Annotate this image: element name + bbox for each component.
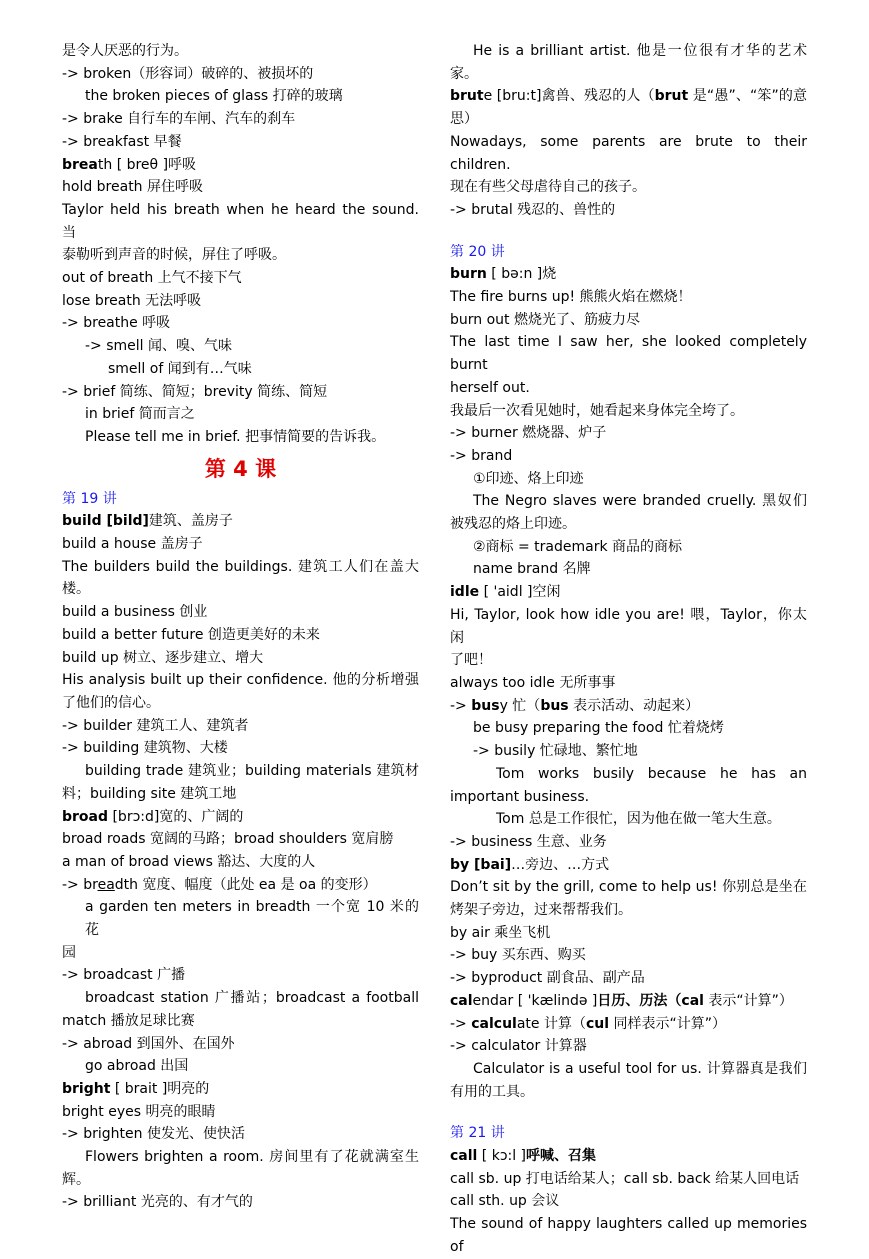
text-line [450, 63, 807, 86]
text-line [62, 290, 419, 313]
text-line [62, 828, 419, 851]
text-line [450, 558, 807, 581]
headword: brut [450, 88, 484, 105]
text-line [450, 1081, 807, 1104]
text-line [450, 536, 807, 559]
text-line [62, 1191, 419, 1214]
text-line [450, 1145, 807, 1168]
line-text: y 忙（ [499, 697, 541, 714]
headword: call [450, 1148, 478, 1165]
line-text: ①印迹、烙上印迹 [473, 470, 584, 487]
text-line [62, 556, 419, 579]
text-line [450, 309, 807, 332]
line-text: build up 树立、逐步建立、增大 [62, 649, 264, 666]
text-line [450, 990, 807, 1013]
right-column [450, 40, 807, 1259]
line-text: ate 计算（ [516, 1015, 586, 1032]
line-text: 第 21 讲 [450, 1125, 505, 1142]
line-text: Tom 总是工作很忙，因为他在做一笔大生意。 [496, 811, 781, 828]
text-line [62, 1010, 419, 1033]
text-line [450, 1058, 807, 1081]
line-text: -> smell 闻、嗅、气味 [85, 338, 233, 355]
text-line [62, 358, 419, 381]
text-line [450, 131, 807, 176]
text-line [62, 647, 419, 670]
line-text: -> brighten 使发光、使快活 [62, 1126, 245, 1143]
text-line [62, 578, 419, 601]
text-line [450, 263, 807, 286]
text-line [62, 108, 419, 131]
line-text: [ kɔ:l ] [477, 1148, 527, 1165]
text-line [62, 1078, 419, 1101]
chapter-title [62, 450, 419, 488]
text-line [450, 445, 807, 468]
text-line [450, 1013, 807, 1036]
text-line [450, 854, 807, 877]
lesson-heading [450, 241, 807, 264]
line-text: name brand 名牌 [473, 561, 591, 578]
line-text: Calculator is a useful tool for us. 计算器真是我们 [473, 1060, 807, 1077]
text-line [450, 922, 807, 945]
line-text: out of breath 上气不接下气 [62, 270, 242, 287]
line-text: [ 'aidl ]空闲 [479, 584, 561, 601]
line-text: 建筑、盖房子 [148, 513, 233, 530]
headword: burn [450, 266, 487, 283]
line-text: [brɔ:d]宽的、广阔的 [108, 808, 244, 825]
line-text: 泰勒听到声音的时候，屏住了呼吸。 [62, 247, 286, 264]
line-text: The builders build the buildings. 建筑工人们在盖大 [62, 558, 419, 575]
line-text: -> broadcast 广播 [62, 967, 186, 984]
line-text: build a better future 创造更美好的未来 [62, 626, 320, 643]
text-line [62, 381, 419, 404]
line-text: 是“愚”、“笨”的意 [688, 88, 807, 105]
text-line [62, 987, 419, 1010]
text-line [450, 717, 807, 740]
text-line [450, 1035, 807, 1058]
text-line [450, 649, 807, 672]
line-text: Hi, Taylor, look how idle you are! 喂，Taylor，你太闲 [450, 606, 807, 646]
text-line [62, 244, 419, 267]
line-text: [ bə:n ]烧 [486, 266, 557, 283]
text-line [450, 85, 807, 108]
text-line [62, 760, 419, 783]
text-line [450, 604, 807, 649]
headword: bus [540, 697, 569, 714]
text-line [450, 899, 807, 922]
line-text: -> buy 买东西、购买 [450, 947, 586, 964]
line-text: 了吧！ [450, 652, 492, 669]
text-line [450, 1168, 807, 1191]
text-line [62, 267, 419, 290]
lesson-heading [62, 488, 419, 511]
line-text: Flowers brighten a room. 房间里有了花就满室生 [85, 1149, 419, 1166]
text-line [450, 944, 807, 967]
line-text: The sound of happy laughters called up memories of [450, 1216, 807, 1255]
text-line [62, 312, 419, 335]
line-text: broadcast station 广播站；broadcast a football [85, 990, 419, 1007]
text-line [450, 513, 807, 536]
text-line [62, 601, 419, 624]
line-text: -> builder 建筑工人、建筑者 [62, 717, 249, 734]
text-line [62, 1033, 419, 1056]
line-text: call sth. up 会议 [450, 1193, 560, 1210]
line-text: match 播放足球比赛 [62, 1012, 195, 1029]
line-text: The Negro slaves were branded cruelly. 黑奴们 [473, 493, 807, 510]
line-text: Tom works busily because he has an [496, 765, 807, 782]
headword: idle [450, 584, 480, 601]
headword: cul [585, 1015, 610, 1032]
line-text: 是令人厌恶的行为。 [62, 43, 188, 59]
headword: by [bai] [450, 856, 512, 873]
line-text: -> byproduct 副食品、副产品 [450, 970, 645, 987]
text-line [62, 942, 419, 965]
text-line [450, 176, 807, 199]
line-text: a man of broad views 豁达、大度的人 [62, 853, 316, 870]
line-text: -> breathe 呼吸 [62, 315, 171, 332]
headword: build [bild] [62, 513, 149, 530]
text-line [62, 715, 419, 738]
line-text: The last time I saw her, she looked completely burnt [450, 334, 807, 374]
text-line [62, 426, 419, 449]
text-line [450, 286, 807, 309]
line-text: building trade 建筑业；building materials 建筑材 [85, 763, 419, 780]
line-text: a garden ten meters in breadth 一个宽 10 米的花 [85, 899, 419, 939]
headword: brut [654, 88, 689, 105]
text-line [450, 695, 807, 718]
line-text: His analysis built up their confidence. 他的分析增强 [62, 672, 419, 689]
line-text: 料；building site 建筑工地 [62, 785, 237, 802]
text-line [450, 40, 807, 63]
text-line [62, 199, 419, 244]
text-line [62, 1055, 419, 1078]
text-line [450, 763, 807, 786]
left-column [62, 40, 419, 1214]
lesson-heading [450, 1122, 807, 1145]
line-text: …旁边、…方式 [511, 856, 610, 873]
line-text: th [ breθ ]呼吸 [97, 156, 197, 173]
text-line [450, 331, 807, 376]
line-text: by air 乘坐飞机 [450, 924, 551, 941]
line-text: Don’t sit by the grill, come to help us! 你别总是坐在 [450, 879, 807, 896]
line-text: be busy preparing the food 忙着烧烤 [473, 720, 724, 737]
line-text: -> br [62, 876, 98, 893]
line-text: 园 [62, 944, 76, 961]
text-line [62, 1146, 419, 1169]
text-line [450, 876, 807, 899]
text-line [62, 669, 419, 692]
line-text: 表示“计算”） [703, 992, 793, 1009]
line-text: He is a brilliant artist. 他是一位很有才华的艺术 [473, 43, 807, 59]
text-line [62, 85, 419, 108]
headword: bright [62, 1080, 111, 1097]
line-text: endar [ 'kælində ] [472, 992, 598, 1009]
text-line [450, 672, 807, 695]
line-text: Please tell me in brief. 把事情简要的告诉我。 [85, 428, 386, 445]
text-line [450, 468, 807, 491]
headword: 呼喊、召集 [526, 1148, 597, 1165]
line-text: bright eyes 明亮的眼睛 [62, 1103, 216, 1120]
line-text: -> brief 简练、简短；brevity 简练、简短 [62, 383, 328, 400]
text-line [62, 1169, 419, 1192]
line-text: burn out 燃烧光了、筋疲力尽 [450, 311, 640, 328]
line-text: -> business 生意、业务 [450, 833, 607, 850]
line-text: Taylor held his breath when he heard the sound. 当 [62, 201, 419, 241]
line-text: 被残忍的烙上印迹。 [450, 516, 576, 533]
text-line [450, 808, 807, 831]
line-text: 第 19 讲 [62, 490, 117, 507]
line-text: [ brait ]明亮的 [110, 1080, 210, 1097]
text-line [62, 533, 419, 556]
text-line [62, 176, 419, 199]
text-line [62, 510, 419, 533]
text-line [62, 154, 419, 177]
line-text: call sb. up 打电话给某人；call sb. back 给某人回电话 [450, 1170, 800, 1187]
text-line [62, 63, 419, 86]
line-text: -> calculator 计算器 [450, 1038, 587, 1055]
headword: cal [450, 992, 473, 1009]
headword: brea [62, 156, 98, 173]
line-text: -> abroad 到国外、在国外 [62, 1035, 235, 1052]
headword: calcul [471, 1015, 517, 1032]
line-text: -> broken（形容词）破碎的、被损坏的 [62, 65, 314, 82]
text-line [450, 108, 807, 131]
text-line [450, 400, 807, 423]
line-text: 家。 [450, 65, 478, 82]
line-text: lose breath 无法呼吸 [62, 292, 202, 309]
line-text: e [bru:t]禽兽、残忍的人（ [483, 88, 655, 105]
text-line [450, 831, 807, 854]
line-text: -> brand [450, 447, 513, 464]
headword: 日历、历法（cal [597, 992, 704, 1009]
headword: broad [62, 808, 109, 825]
line-text: ②商标 = trademark 商品的商标 [473, 538, 683, 555]
line-text: -> busily 忙碌地、繁忙地 [473, 743, 638, 760]
text-line [62, 896, 419, 941]
text-line [62, 624, 419, 647]
line-text: -> brake 自行车的车闸、汽车的刹车 [62, 111, 296, 128]
text-line [62, 851, 419, 874]
underlined-fragment: ea [97, 876, 115, 893]
text-line [62, 783, 419, 806]
text-line [62, 737, 419, 760]
line-text: -> brutal 残忍的、兽性的 [450, 201, 616, 218]
line-text: broad roads 宽阔的马路；broad shoulders 宽肩膀 [62, 831, 394, 848]
text-line [450, 1190, 807, 1213]
line-text: -> burner 燃烧器、炉子 [450, 425, 607, 442]
line-text: 第 20 讲 [450, 243, 505, 260]
text-line [62, 335, 419, 358]
line-text: important business. [450, 788, 590, 805]
text-line [450, 581, 807, 604]
text-line [450, 490, 807, 513]
line-text: go abroad 出国 [85, 1058, 189, 1075]
line-text: 表示活动、动起来） [568, 697, 700, 714]
line-text: -> [450, 697, 472, 714]
text-line [62, 806, 419, 829]
line-text: 同样表示“计算”） [609, 1015, 727, 1032]
text-line [62, 692, 419, 715]
line-text: smell of 闻到有…气味 [108, 360, 252, 377]
text-line [450, 967, 807, 990]
text-line [450, 740, 807, 763]
line-text: 辉。 [62, 1171, 90, 1188]
text-line [450, 199, 807, 222]
line-text: The fire burns up! 熊熊火焰在燃烧！ [450, 289, 692, 306]
line-text: 有用的工具。 [450, 1083, 534, 1100]
text-line [62, 131, 419, 154]
text-line [62, 1123, 419, 1146]
text-line [450, 422, 807, 445]
line-text: Nowadays, some parents are brute to their children. [450, 133, 807, 173]
line-text: dth 宽度、幅度（此处 ea 是 oa 的变形） [114, 876, 377, 893]
text-line [62, 403, 419, 426]
text-line [62, 1101, 419, 1124]
line-text: 第 4 课 [204, 456, 277, 481]
line-text: hold breath 屏住呼吸 [62, 179, 204, 196]
line-text: -> breakfast 早餐 [62, 133, 182, 150]
line-text: in brief 简而言之 [85, 406, 195, 423]
line-text: build a house 盖房子 [62, 536, 203, 553]
line-text: 思） [450, 111, 478, 128]
text-line [62, 874, 419, 897]
line-text: 楼。 [62, 581, 90, 598]
text-line [450, 786, 807, 809]
text-line [62, 964, 419, 987]
line-text: herself out. [450, 379, 530, 396]
line-text: the broken pieces of glass 打碎的玻璃 [85, 88, 343, 105]
line-text: 我最后一次看见她时，她看起来身体完全垮了。 [450, 402, 744, 419]
headword: bus [471, 697, 500, 714]
text-line [450, 377, 807, 400]
line-text: -> brilliant 光亮的、有才气的 [62, 1194, 253, 1211]
line-text: 现在有些父母虐待自己的孩子。 [450, 179, 646, 196]
text-line [62, 40, 419, 63]
text-line [450, 1213, 807, 1258]
line-text: 了他们的信心。 [62, 694, 160, 711]
line-text: -> [450, 1015, 472, 1032]
line-text: -> building 建筑物、大楼 [62, 740, 228, 757]
line-text: build a business 创业 [62, 604, 208, 621]
line-text: always too idle 无所事事 [450, 674, 616, 691]
line-text: 烤架子旁边，过来帮帮我们。 [450, 902, 632, 919]
